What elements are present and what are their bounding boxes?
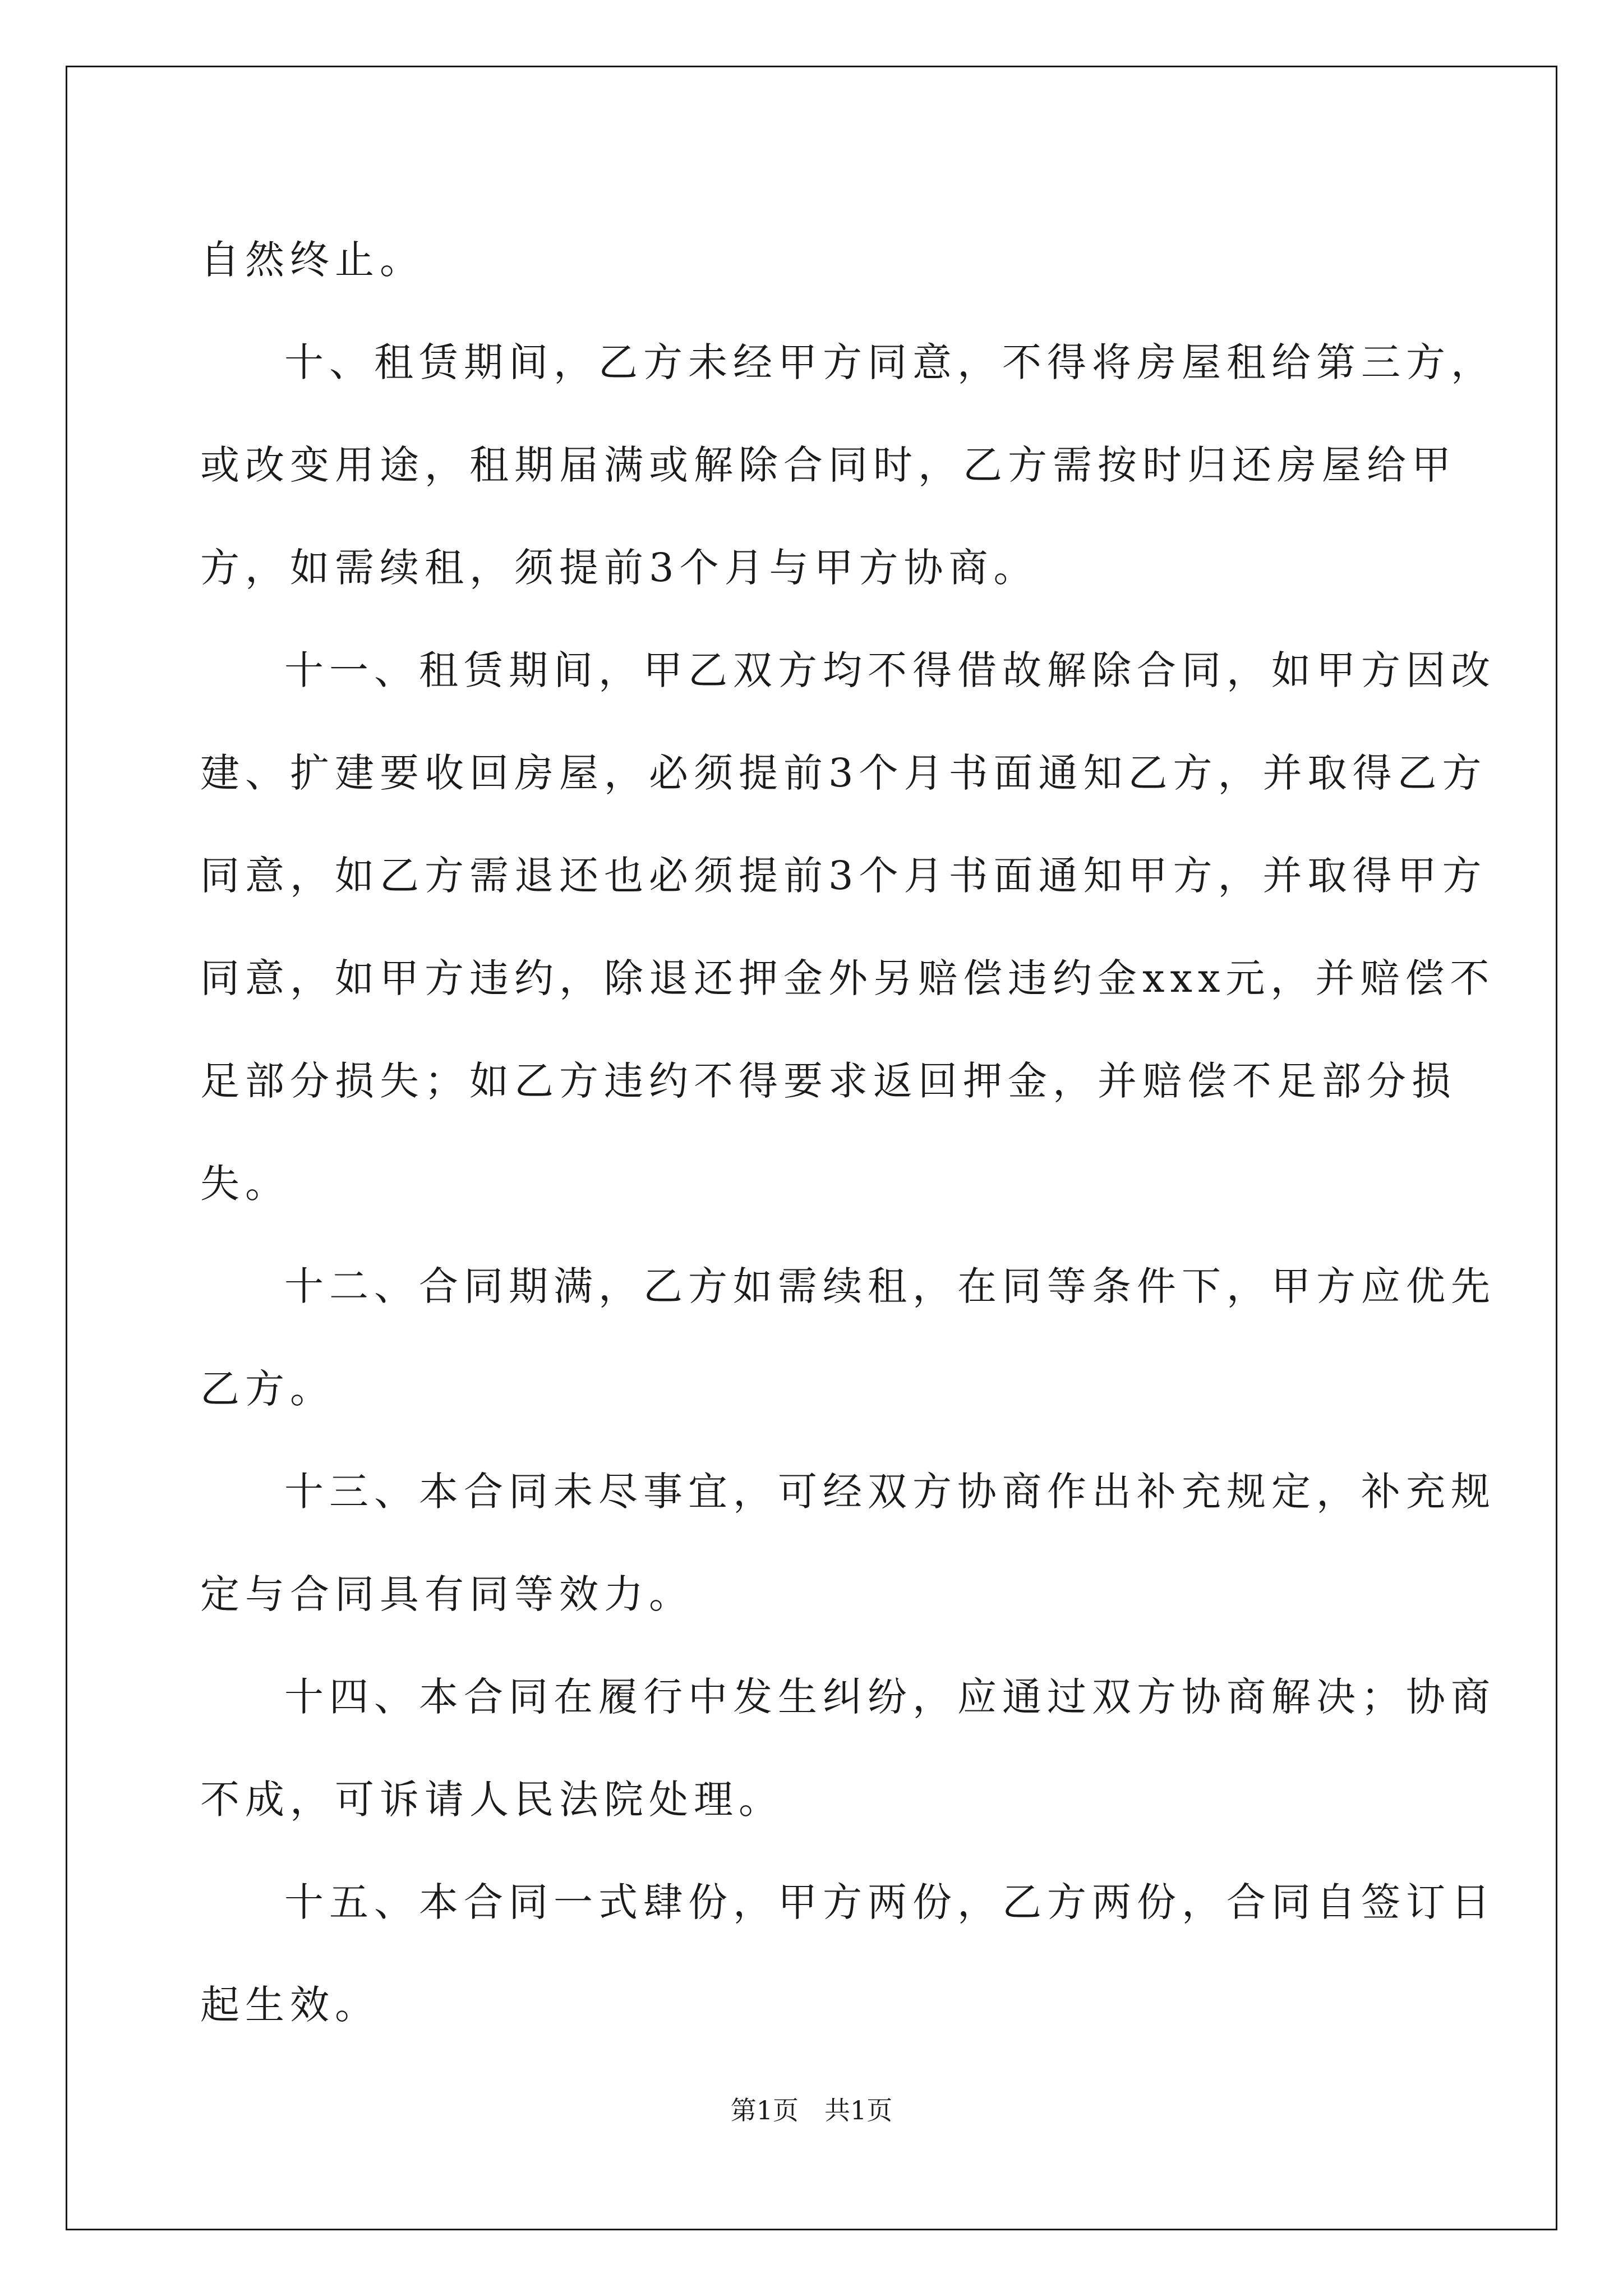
paragraph-clause-10: 十、租赁期间，乙方未经甲方同意，不得将房屋租给第三方，或改变用途，租期届满或解除合同时，乙方需按时归还房屋给甲方，如需续租，须提前3个月与甲方协商。 (200, 339, 1496, 591)
document-body (200, 209, 1501, 2056)
paragraph-clause-11: 十一、租赁期间，甲乙双方均不得借故解除合同，如甲方因改建、扩建要收回房屋，必须提前3个月书面通知乙方，并取得乙方同意，如乙方需退还也必须提前3个月书面通知甲方，并取得甲方同意，如甲方违约，除退还押金外另赔偿违约金xxx元，并赔偿不足部分损失；如乙方违约不得要求返回押金，并赔偿不足部分损失。 (200, 647, 1496, 1207)
page-footer (0, 2090, 1623, 2127)
paragraph-continuation: 自然终止。 (200, 237, 425, 283)
paragraph-clause-15: 十五、本合同一式肆份，甲方两份，乙方两份，合同自签订日起生效。 (200, 1879, 1496, 2028)
page-number: 第1页 (730, 2095, 799, 2125)
paragraph-clause-12: 十二、合同期满，乙方如需续租，在同等条件下，甲方应优先乙方。 (200, 1263, 1496, 1412)
paragraph-clause-13: 十三、本合同未尽事宜，可经双方协商作出补充规定，补充规定与合同具有同等效力。 (200, 1469, 1496, 1617)
page-total: 共1页 (824, 2095, 893, 2125)
paragraph-clause-14: 十四、本合同在履行中发生纠纷，应通过双方协商解决；协商不成，可诉请人民法院处理。 (200, 1674, 1496, 1823)
